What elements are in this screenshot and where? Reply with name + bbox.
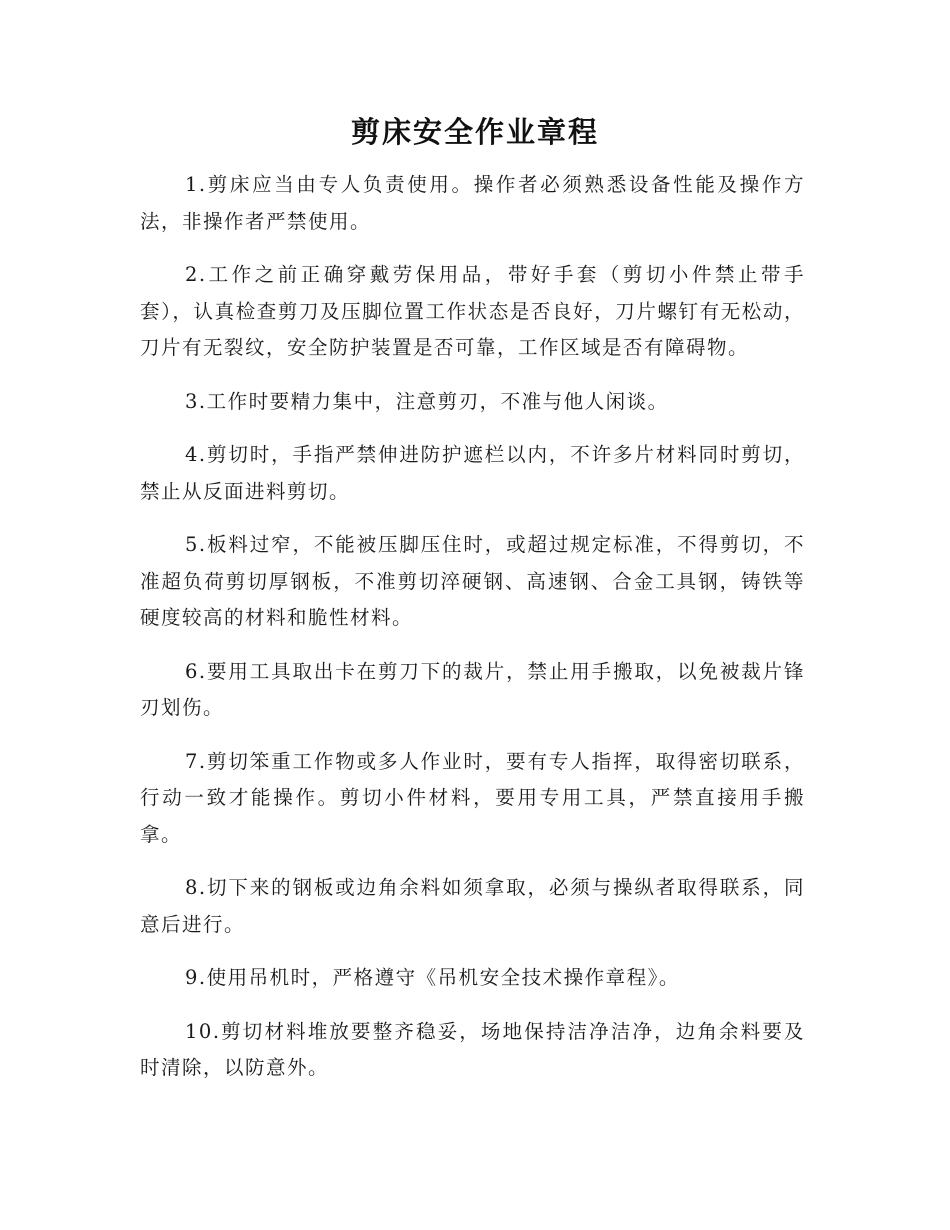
document-title: 剪床安全作业章程	[350, 115, 599, 149]
paragraph-1: 1.剪床应当由专人负责使用。操作者必须熟悉设备性能及操作方法，非操作者严禁使用。	[140, 173, 805, 233]
paragraph-9: 9.使用吊机时，严格遵守《吊机安全技术操作章程》。	[185, 966, 680, 989]
paragraph-5: 5.板料过窄，不能被压脚压住时，或超过规定标准，不得剪切，不准超负荷剪切厚钢板，不准剪切淬硬钢、高速钢、合金工具钢，铸铁等硬度较高的材料和脆性材料。	[140, 533, 805, 629]
paragraph-10: 10.剪切材料堆放要整齐稳妥，场地保持洁净洁净，边角余料要及时清除，以防意外。	[140, 1019, 805, 1079]
paragraph-3: 3.工作时要精力集中，注意剪刃，不准与他人闲谈。	[185, 389, 669, 413]
paragraph-2: 2.工作之前正确穿戴劳保用品，带好手套（剪切小件禁止带手套），认真检查剪刀及压脚位置工作状态是否良好，刀片螺钉有无松动，刀片有无裂纹，安全防护装置是否可靠，工作区域是否有障碍物。	[140, 263, 805, 359]
paragraph-8: 8.切下来的钢板或边角余料如须拿取，必须与操纵者取得联系，同意后进行。	[140, 876, 805, 936]
document-body	[140, 167, 805, 1104]
paragraph-7: 7.剪切笨重工作物或多人作业时，要有专人指挥，取得密切联系，行动一致才能操作。剪切小件材料，要用专用工具，严禁直接用手搬拿。	[140, 749, 805, 846]
paragraph-6: 6.要用工具取出卡在剪刀下的裁片，禁止用手搬取，以免被裁片锋刃划伤。	[140, 659, 805, 719]
paragraph-4: 4.剪切时，手指严禁伸进防护遮栏以内，不许多片材料同时剪切，禁止从反面进料剪切。	[140, 443, 805, 503]
